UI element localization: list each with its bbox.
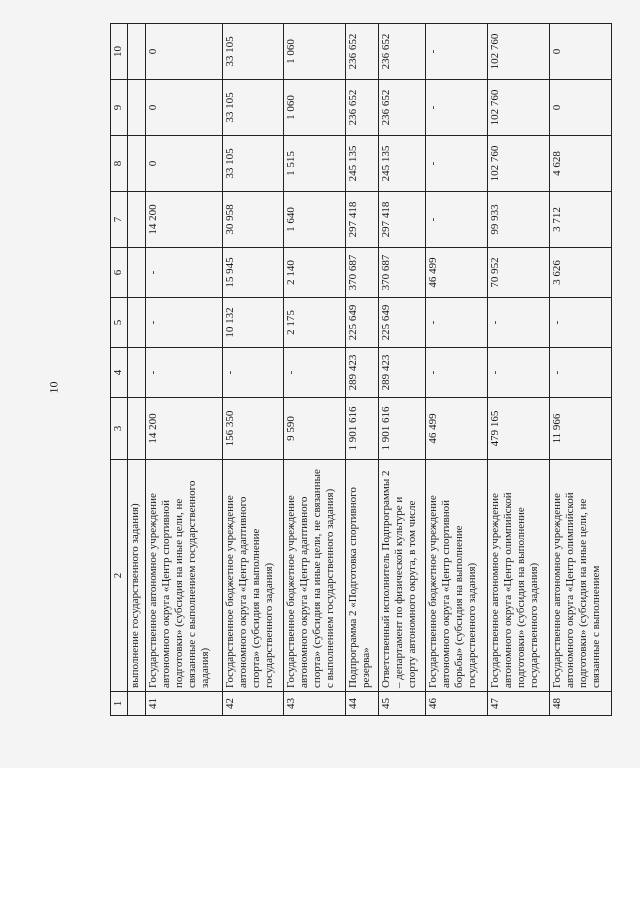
cell-c9: 236 652 — [346, 80, 379, 136]
column-header-4: 4 — [111, 348, 128, 398]
table-row — [426, 24, 488, 716]
cell-c7: 14 200 — [146, 192, 223, 248]
budget-table — [110, 23, 612, 716]
cell-name: Государственное бюджетное учреждение автономного округа «Центр адаптивного спорта» (субсидия на иные цели, не связанные с выполнением государственного задания) — [284, 460, 346, 692]
cell-c5: - — [488, 298, 550, 348]
table-row — [284, 24, 346, 716]
column-header-2: 2 — [111, 460, 128, 692]
page-number: 10 — [46, 381, 61, 394]
cell-c4: - — [488, 348, 550, 398]
cell-no: 43 — [284, 692, 346, 716]
cell-name: Ответственный исполнитель Подпрограммы 2 – департамент по физической культуре и спорту автономного округа, в том числе — [378, 460, 425, 692]
cell-c4: 289 423 — [346, 348, 379, 398]
cell-c8: 4 628 — [550, 136, 612, 192]
cell-c5: - — [146, 298, 223, 348]
cell-no: 45 — [378, 692, 425, 716]
cell-c10: 33 105 — [222, 24, 284, 80]
cell-c6: 15 945 — [222, 248, 284, 298]
cell-c3: 156 350 — [222, 398, 284, 460]
cell-c4: - — [222, 348, 284, 398]
cell-c4: - — [146, 348, 223, 398]
cell-c10: 0 — [550, 24, 612, 80]
table-row — [550, 24, 612, 716]
cell-c6: 46 499 — [426, 248, 488, 298]
table-body — [128, 24, 612, 716]
cell-c6: 370 687 — [378, 248, 425, 298]
cell-c7: 297 418 — [346, 192, 379, 248]
cell-c4: - — [426, 348, 488, 398]
cell-c6: 2 140 — [284, 248, 346, 298]
rotated-table — [110, 24, 612, 716]
column-header-10: 10 — [111, 24, 128, 80]
cell-c6: 70 952 — [488, 248, 550, 298]
table-row — [222, 24, 284, 716]
cell-c7: 3 712 — [550, 192, 612, 248]
header-row — [111, 24, 128, 716]
cell-c9: 102 760 — [488, 80, 550, 136]
cell-c4: - — [284, 348, 346, 398]
cell-c8: - — [426, 136, 488, 192]
cell-c3: 9 590 — [284, 398, 346, 460]
cell-c6: 370 687 — [346, 248, 379, 298]
cell-c5: - — [550, 298, 612, 348]
cell-no: 46 — [426, 692, 488, 716]
table-row — [146, 24, 223, 716]
cell-name: Государственное автономное учреждение автономного округа «Центр спортивной подготовки» (субсидия на иные цели, не связанные с выполнением государственного задания) — [146, 460, 223, 692]
continuation-text: выполнение государственного задания) — [128, 460, 146, 692]
cell-c4: - — [550, 348, 612, 398]
cell-no: 48 — [550, 692, 612, 716]
cell-c9: 33 105 — [222, 80, 284, 136]
cell-c7: 99 933 — [488, 192, 550, 248]
cell-c9: 0 — [550, 80, 612, 136]
column-header-9: 9 — [111, 80, 128, 136]
cell-no: 41 — [146, 692, 223, 716]
cell-c9: 1 060 — [284, 80, 346, 136]
column-header-5: 5 — [111, 298, 128, 348]
column-header-6: 6 — [111, 248, 128, 298]
cell-c8: 102 760 — [488, 136, 550, 192]
table-row — [378, 24, 425, 716]
table-row — [488, 24, 550, 716]
cell-c6: 3 626 — [550, 248, 612, 298]
cell-c7: 1 640 — [284, 192, 346, 248]
cell-name: Государственное бюджетное учреждение автономного округа «Центр спортивной борьбы» (субсидия на выполнение государственного задания) — [426, 460, 488, 692]
cell-no: 47 — [488, 692, 550, 716]
column-header-7: 7 — [111, 192, 128, 248]
cell-c3: 14 200 — [146, 398, 223, 460]
cell-no: 42 — [222, 692, 284, 716]
continuation-row — [128, 24, 146, 716]
cell-c3: 1 901 616 — [346, 398, 379, 460]
cell-c9: - — [426, 80, 488, 136]
cell-c9: 236 652 — [378, 80, 425, 136]
cell-c3: 479 165 — [488, 398, 550, 460]
cell-name: Подпрограмма 2 «Подготовка спортивного резерва» — [346, 460, 379, 692]
cell-c8: 1 515 — [284, 136, 346, 192]
cell-c7: 30 958 — [222, 192, 284, 248]
cell-c5: 225 649 — [378, 298, 425, 348]
rotated-table-container — [110, 24, 612, 716]
cell-c3: 46 499 — [426, 398, 488, 460]
cell-c10: 1 060 — [284, 24, 346, 80]
column-header-8: 8 — [111, 136, 128, 192]
cell-c6: - — [146, 248, 223, 298]
cell-c3: 1 901 616 — [378, 398, 425, 460]
cell-c3: 11 966 — [550, 398, 612, 460]
column-header-3: 3 — [111, 398, 128, 460]
cell-c8: 245 135 — [346, 136, 379, 192]
table-row — [346, 24, 379, 716]
cell-name: Государственное автономное учреждение автономного округа «Центр олимпийской подготовки» (субсидия на выполнение государственного задания) — [488, 460, 550, 692]
cell-c5: - — [426, 298, 488, 348]
cell-c10: - — [426, 24, 488, 80]
cell-c8: 245 135 — [378, 136, 425, 192]
cell-name: Государственное бюджетное учреждение автономного округа «Центр адаптивного спорта» (субсидия на выполнение государственного задания) — [222, 460, 284, 692]
cell-c4: 289 423 — [378, 348, 425, 398]
cell-name: Государственное автономное учреждение автономного округа «Центр олимпийской подготовки» (субсидия на иные цели, не связанные с выполнением — [550, 460, 612, 692]
cell-c8: 0 — [146, 136, 223, 192]
page-margin — [0, 768, 640, 905]
cell-c5: 10 132 — [222, 298, 284, 348]
cell-c7: 297 418 — [378, 192, 425, 248]
cell-c10: 236 652 — [346, 24, 379, 80]
cell-c5: 2 175 — [284, 298, 346, 348]
cell-c7: - — [426, 192, 488, 248]
column-header-1: 1 — [111, 692, 128, 716]
cell-c10: 102 760 — [488, 24, 550, 80]
cell-c10: 0 — [146, 24, 223, 80]
cell-c8: 33 105 — [222, 136, 284, 192]
cell-c10: 236 652 — [378, 24, 425, 80]
cell-c9: 0 — [146, 80, 223, 136]
cell-no: 44 — [346, 692, 379, 716]
cell-c5: 225 649 — [346, 298, 379, 348]
